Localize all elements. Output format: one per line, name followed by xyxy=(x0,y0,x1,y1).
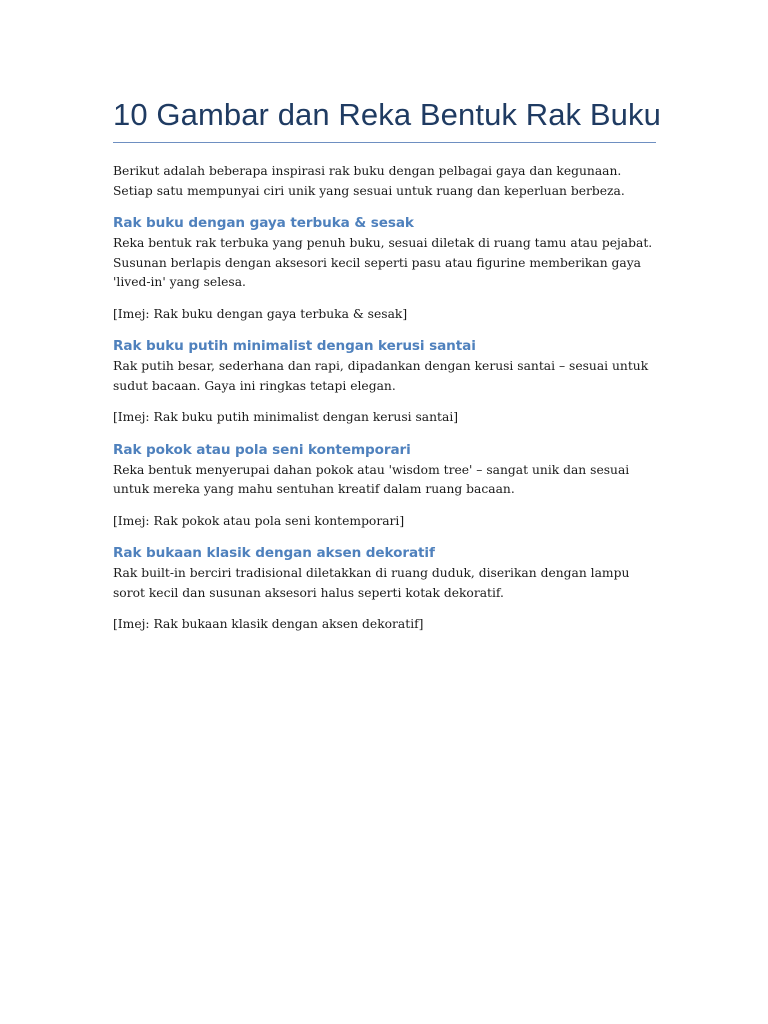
image-placeholder-caption: [Imej: Rak pokok atau pola seni kontemporari] xyxy=(113,513,405,528)
section-body: Reka bentuk rak terbuka yang penuh buku, sesuai diletak di ruang tamu atau pejabat. Susunan berlapis dengan aksesori kecil seperti pasu atau figurine memberikan gaya 'lived-in' yang selesa. xyxy=(113,236,653,289)
document-page xyxy=(113,0,661,635)
section-body: Rak built-in berciri tradisional diletakkan di ruang duduk, diserikan dengan lampu sorot kecil dan susunan aksesori halus seperti kotak dekoratif. xyxy=(113,566,630,600)
section-heading: Rak bukaan klasik dengan aksen dekoratif xyxy=(113,545,435,561)
document-title: 10 Gambar dan Reka Bentuk Rak Buku xyxy=(113,96,656,143)
image-placeholder-caption: [Imej: Rak buku dengan gaya terbuka & sesak] xyxy=(113,306,408,321)
section-body: Reka bentuk menyerupai dahan pokok atau 'wisdom tree' – sangat unik dan sesuai untuk mereka yang mahu sentuhan kreatif dalam ruang bacaan. xyxy=(113,462,630,496)
section-open-crowded xyxy=(113,214,656,324)
image-placeholder-caption: [Imej: Rak buku putih minimalist dengan kerusi santai] xyxy=(113,410,459,424)
section-heading: Rak buku dengan gaya terbuka & sesak xyxy=(113,215,414,231)
section-white-minimalist xyxy=(113,337,656,428)
section-classic-decorative xyxy=(113,544,656,635)
section-tree-contemporary xyxy=(113,441,656,532)
image-placeholder-caption: [Imej: Rak bukaan klasik dengan aksen dekoratif] xyxy=(113,617,424,631)
section-heading: Rak buku putih minimalist dengan kerusi santai xyxy=(113,338,476,354)
intro-paragraph: Berikut adalah beberapa inspirasi rak buku dengan pelbagai gaya dan kegunaan. Setiap satu mempunyai ciri unik yang sesuai untuk ruang dan keperluan berbeza. xyxy=(113,164,625,198)
section-heading: Rak pokok atau pola seni kontemporari xyxy=(113,441,411,458)
section-body: Rak putih besar, sederhana dan rapi, dipadankan dengan kerusi santai – sesuai untuk sudut bacaan. Gaya ini ringkas tetapi elegan. xyxy=(113,359,649,393)
